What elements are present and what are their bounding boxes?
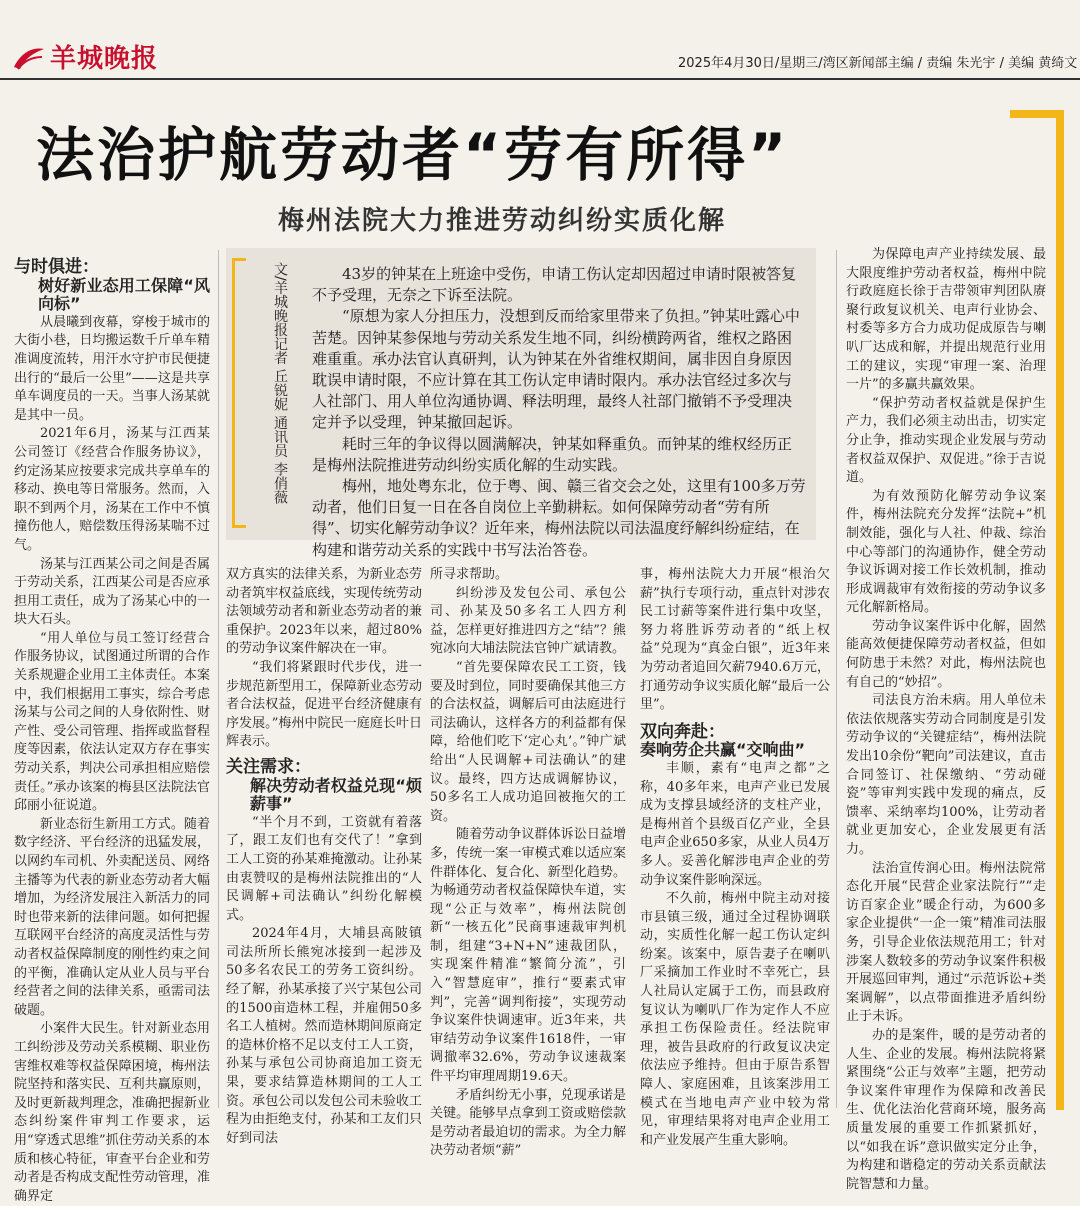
body-paragraph: 2021年6月，汤某与江西某公司签订《经营合作服务协议》，约定汤某应按要求完成共享单车的移动、换电等日常服务。然而，入职不到两个月，汤某在工作中不慎撞伤他人，赔偿数压得汤某喘不过气。 [14,426,210,553]
column-1 [14,257,210,1204]
body-paragraph: 小案件大民生。针对新业态用工纠纷涉及劳动关系模糊、职业伤害维权难等权益保障困境，梅州法院坚持和落实民、互利共赢原则，及时更新裁判理念，准确把握新业态纠纷案件审判工作要求，运用“穿透式思维”抓住劳动关系的本质和核心特征，审查平台企业和劳动者是否构成支配性劳动管理，准确界定 [14,1021,210,1204]
body-paragraph: “我们将紧跟时代步伐，进一步规范新型用工，保障新业态劳动者合法权益，促进平台经济健康有序发展。”梅州中院民一庭庭长叶日辉表示。 [226,659,422,750]
masthead [0,0,1080,90]
body-paragraph: 丰顺，素有“电声之都”之称，40多年来，电声产业已发展成为支撑县域经济的支柱产业，是梅州首个县级百亿产业，全县电声企业650多家，从业人员4万多人。妥善化解涉电声企业的劳动争议案件影响深远。 [640,760,830,888]
body-paragraph: 新业态衍生新用工方式。随着数字经济、平台经济的迅猛发展，以网约车司机、外卖配送员、网络主播等为代表的新业态劳动者大幅增加，为经济发展注入新活力的同时也带来新的法律问题。如何把握互联网平台经济的高度灵活性与劳动者权益保障制度的刚性约束之间的平衡，准确认定从业人员与平台经营者之间的法律关系，亟需司法破题。 [14,816,210,1018]
section-1-subheading: 树好新业态用工保障“风向标” [38,275,210,314]
body-paragraph: “首先要保障农民工工资，钱要及时到位，同时要确保其他三方的合法权益，调解后可由法庭进行司法确认，这样各方的利益都有保障，给他们吃下‘定心丸’。”钟广斌给出“人民调解+司法确认”的建议。最终，四方达成调解协议，50多名工人成功追回被拖欠的工资。 [430,659,626,824]
body-paragraph: 为保障电声产业持续发展、最大限度维护劳动者权益，梅州中院行政庭庭长徐于吉带领审判团队赓聚行政复议机关、电声行业协会、村委等多方合力成功促成原告与喇叭厂达成和解，并提出规范行业用工的建议，实现“审理一案、治理一片”的多赢共赢效果。 [846,247,1046,393]
body-paragraph: 矛盾纠纷无小事，兑现承诺是关键。能够早点拿到工资或赔偿款是劳动者最迫切的需求。为全力解决劳动者烦“薪” [430,1087,626,1159]
section-1-heading: 与时俱进： [14,257,99,277]
body-paragraph: 纠纷涉及发包公司、承包公司、孙某及50多名工人四方利益，怎样更好推进四方之“结”？熊宛冰向大埔法院法官钟广斌请教。 [430,585,626,657]
body-paragraph: “保护劳动者权益就是保护生产力，我们必须主动出击，切实定分止争，推动实现企业发展与劳动者权益双保护、双促进。”徐于吉说道。 [846,395,1046,486]
column-rule [836,250,837,1108]
newspaper-logo [12,38,158,75]
body-paragraph: 事，梅州法院大力开展“根治欠薪”执行专项行动，重点针对涉农民工讨薪等案件进行集中攻坚，努力将胜诉劳动者的“纸上权益”兑现为“真金白银”，近3年来为劳动者追回欠薪7940.6万元，打通劳动争议实质化解“最后一公里”。 [640,567,830,713]
headline: 法治护航劳动者“劳有所得” [36,121,790,189]
column-rule [218,250,219,1108]
body-paragraph: 所寻求帮助。 [430,567,509,582]
column-5 [846,246,1046,1192]
body-paragraph: 随着劳动争议群体诉讼日益增多，传统一案一审模式难以适应案件群体化、复合化、新型化趋势。为畅通劳动者权益保障快车道，实现“公正与效率”，梅州法院创新“一核五化”民商事速裁审判机制，组建“3+N+N”速裁团队，实现案件精准“繁简分流”，引入“智慧庭审”，推行“要素式审判”，完善“调判衔接”，实现劳动争议案件快调速审。近3年来，共审结劳动争议案件1618件，一审调撤率32.6%，劳动争议速裁案件平均审理周期19.6天。 [430,827,626,1085]
lead-paragraph: 43岁的钟某在上班途中受伤，申请工伤认定却因超过申请时限被答复不予受理，无奈之下诉至法院。 [312,265,797,305]
body-paragraph: 不久前，梅州中院主动对接市县镇三级，通过全过程协调联动，实质性化解一起工伤认定纠纷案。该案中，原告妻子在喇叭厂采摘加工作业时不幸死亡，县人社局认定属于工伤，而县政府复议认为喇叭厂作为定作人不应承担工伤保险责任。经法院审理，被告县政府的行政复议决定依法应予维持。但由于原告系智障人、家庭困难，且该案涉用工模式在当地电声产业中较为常见，审理结果将对电声企业用工和产业发展产生重大影响。 [640,891,830,1148]
subheadline: 梅州法院大力推进劳动纠纷实质化解 [278,206,727,236]
logo-swirl-icon [12,45,46,71]
byline-bracket [232,258,246,528]
body-paragraph: 法治宣传润心田。梅州法院常态化开展“民营企业家法院行”“走访百家企业”暖企行动，为600多家企业提供“一企一策”精准司法服务，引导企业依法规范用工；针对涉案人数较多的劳动争议案件积极开展巡回审判，通过“示范诉讼+类案调解”，以点带面推进矛盾纠纷止于未诉。 [846,860,1046,1025]
body-paragraph: “用人单位与员工签订经营合作服务协议，试图通过所谓的合作关系规避企业用工主体责任。本案中，我们根据用工事实，综合考虑汤某与公司之间的人身依附性、财产性、受公司管理、指挥或监督程度等因素，依法认定双方存在事实劳动关系，判决公司承担相应赔偿责任。”承办该案的梅县区法院法官邱丽小征说道。 [14,630,210,814]
body-paragraph: 2024年4月，大埔县高陂镇司法所所长熊宛冰接到一起涉及50多名农民工的劳务工资纠纷。经了解，孙某承接了兴宁某包公司的1500亩造林工程，并雇佣50多名工人植树。然而造林期间原商定的造林价格不足以支付工人工资，孙某与承包公司协商追加工资无果，要求结算造林期间的工人工资。承包公司以发包公司未验收工程为由拒绝支付，孙某和工友们只好到司法 [226,926,422,1146]
lead-paragraph: 耗时三年的争议得以圆满解决，钟某如释重负。而钟某的维权经历正是梅州法院推进劳动纠纷实质化解的生动实践。 [312,434,793,474]
body-paragraph: “半个月不到，工资就有着落了，跟工友们也有交代了！”拿到工人工资的孙某难掩激动。让孙某由衷赞叹的是梅州法院推出的“人民调解+司法确认”纠纷化解模式。 [226,814,422,923]
byline: 文/羊城晚报记者 丘锐妮 通讯员 李俏薇 [272,262,288,505]
column-3 [430,566,626,1159]
masthead-rule [0,78,1080,80]
section-2-heading: 关注需求： [226,756,311,777]
body-paragraph: 从晨曦到夜幕，穿梭于城市的大街小巷，日均搬运数千斤单车精准调度流转，用汗水守护市民便捷出行的“最后一公里”——这是共享单车调度员的一天。当事人汤某就是其中一员。 [14,314,210,423]
lead-paragraph: 梅州，地处粤东北，位于粤、闽、赣三省交会之处，这里有100多万劳动者，他们日复一日在各自岗位上辛勤耕耘。如何保障劳动者“劳有所得”、切实化解劳动争议？近年来，梅州法院以司法温度纾解纠纷症结，在构建和谐劳动关系的实践中书写法治答卷。 [312,477,806,559]
body-paragraph: 双方真实的法律关系，为新业态劳动者筑牢权益底线，实现传统劳动法领域劳动者和新业态劳动者的兼重保护。2023年以来，超过80%的劳动争议案件解决在一审。 [226,567,422,657]
logo-text: 羊城晚报 [50,44,159,74]
body-paragraph: 为有效预防化解劳动争议案件，梅州法院充分发挥“法院+”机制效能，强化与人社、仲裁、综治中心等部门的沟通协作，健全劳动争议诉调对接工作长效机制，推动形成调裁审有效衔接的劳动争议多元化解新格局。 [846,488,1046,616]
lead-paragraph: “原想为家人分担压力，没想到反而给家里带来了负担。”钟某吐露心中苦楚。因钟某参保地与劳动关系发生地不同，纠纷横跨两省，维权之路困难重重。承办法官认真研判，认为钟某在外省维权期间，属非因自身原因耽误申请时限，不应计算在其工伤认定申请时限内。承办法官经过多次与人社部门、用人单位沟通协调、释法明理，最终人社部门撤销不予受理决定并予以受理，钟某撤回起诉。 [312,307,800,432]
body-paragraph: 司法良方治未病。用人单位未依法依规落实劳动合同制度是引发劳动争议的“关键症结”，梅州法院发出10余份“靶向”司法建议，直击合同签订、社保缴纳、“劳动碰瓷”等审判实践中发现的痛点，反馈率、采纳率均100%，让劳动者就业更加安心，企业发展更有活力。 [846,693,1046,857]
section-3-subheading: 奏响劳企共赢“交响曲” [640,740,806,760]
section-3-heading: 双向奔赴： [640,721,725,742]
accent-bar-vertical [1056,110,1064,1110]
lead-text [312,264,806,561]
column-2 [226,566,422,1146]
dateline: 2025年4月30日/星期三/湾区新闻部主编 / 责编 朱光宇 / 美编 黄绮文 [678,56,1078,71]
body-paragraph: 办的是案件，暖的是劳动者的人生、企业的发展。梅州法院将紧紧围绕“公正与效率”主题，把劳动争议案件审理作为保障和改善民生、优化法治化营商环境，服务高质量发展的重要工作抓紧抓好，以“如我在诉”意识做实定分止争，为构建和谐稳定的劳动关系贡献法院智慧和力量。 [846,1027,1046,1192]
column-4 [640,566,830,1148]
body-paragraph: 劳动争议案件诉中化解，固然能高效便捷保障劳动者权益，但如何防患于未然？对此，梅州法院也有自己的“妙招”。 [846,618,1046,690]
body-paragraph: 汤某与江西某公司之间是否属于劳动关系，江西某公司是否应承担用工责任，成为了汤某心中的一块大石头。 [14,556,210,628]
section-2-subheading: 解决劳动者权益兑现“烦薪事” [250,775,422,814]
